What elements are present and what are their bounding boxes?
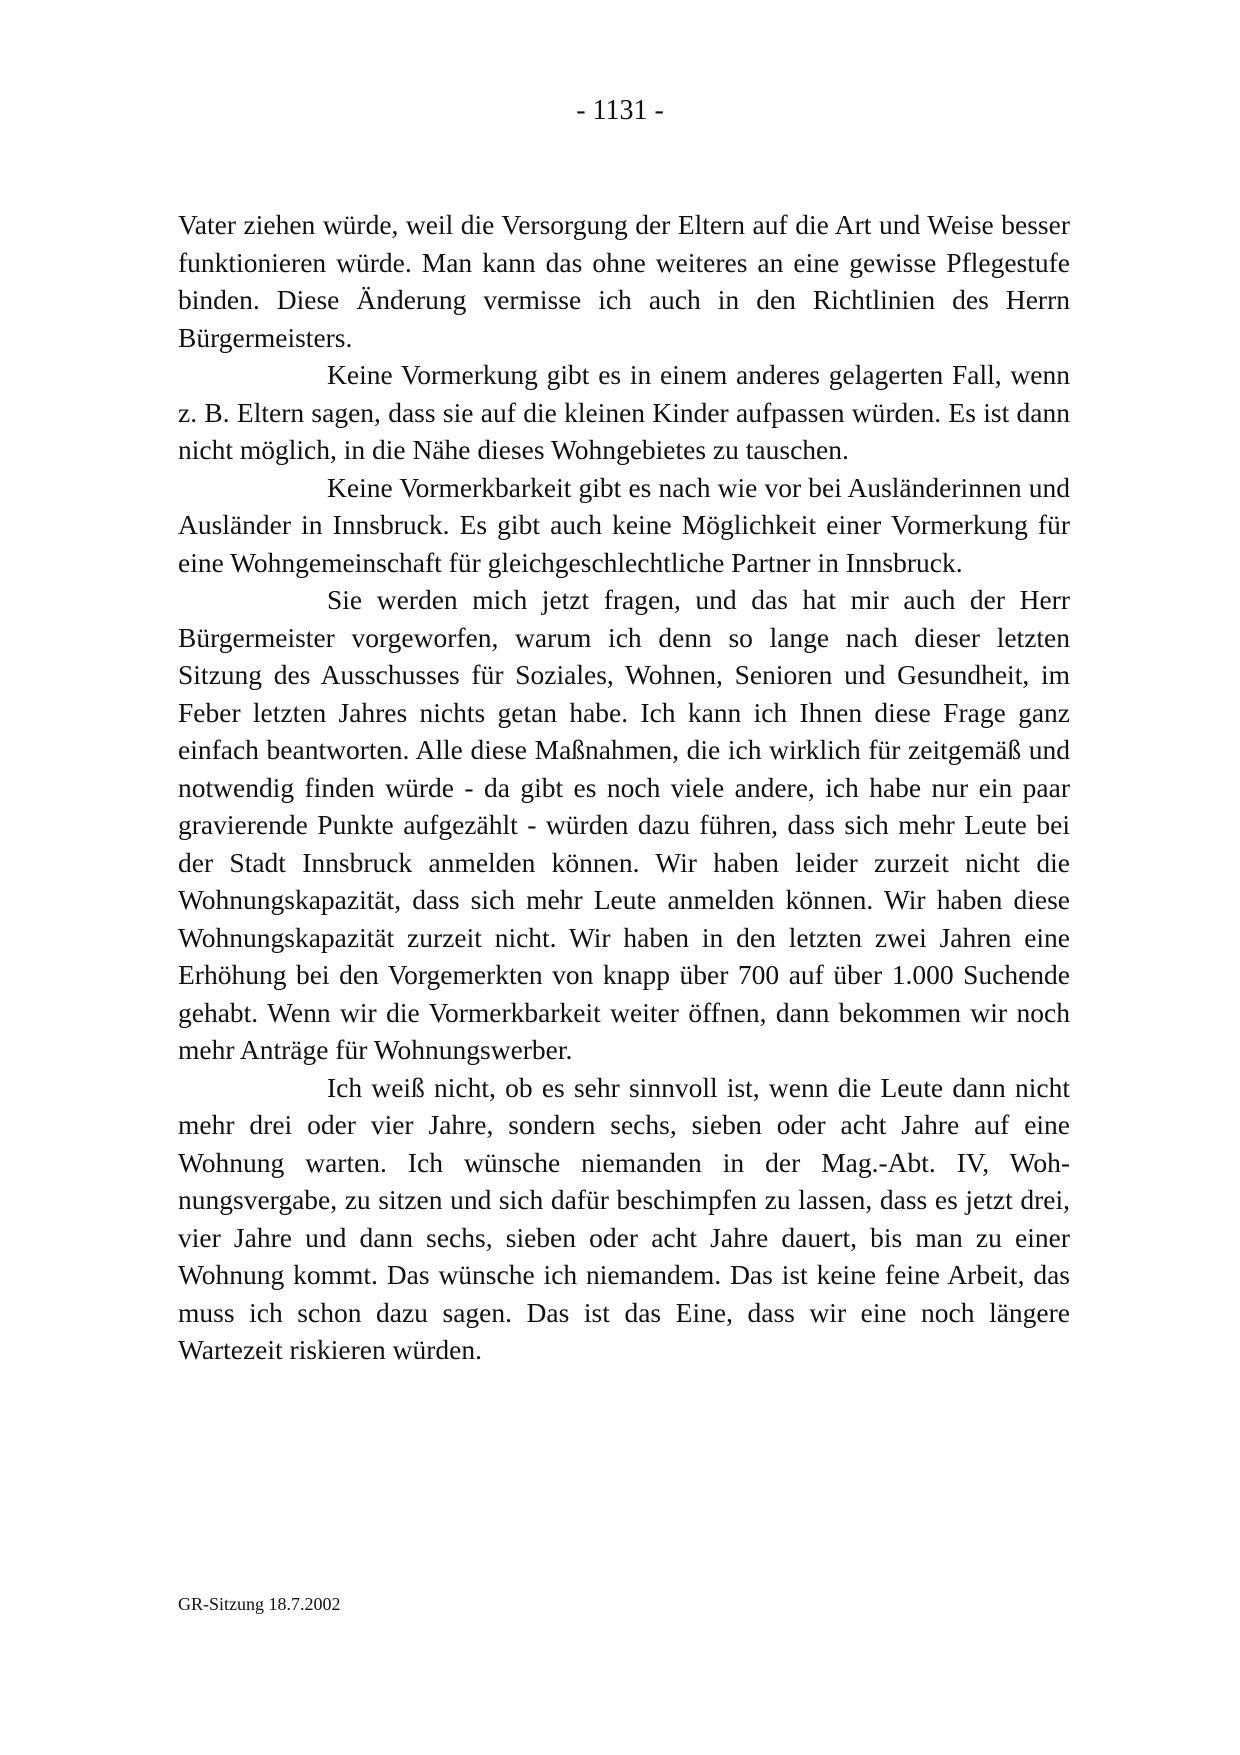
page-footer: GR-Sitzung 18.7.2002: [178, 1594, 341, 1614]
paragraph: Sie werden mich jetzt fragen, und das hat mir auch der Herr Bürgermeister vorgeworfen, warum ich denn so lange nach dieser letzten Sitzung des Ausschusses für Soziales, Wohnen, Senioren und Gesundheit, im Feber letzten Jahres nichts getan habe. Ich kann ich Ihnen diese Frage ganz einfach beantworten. Alle diese Maßnahmen, die ich wirklich für zeitgemäß und notwendig finden würde - da gibt es noch viele andere, ich habe nur ein paar gravierende Punkte aufgezählt - würden dazu führen, dass sich mehr Leute bei der Stadt Innsbruck anmelden können. Wir haben leider zurzeit nicht die Wohnungskapazität, dass sich mehr Leute anmelden können. Wir haben diese Wohnungskapazität zurzeit nicht. Wir haben in den letzten zwei Jahren eine Erhöhung bei den Vorgemerkten von knapp über 700 auf über 1.000 Suchende gehabt. Wenn wir die Vormerkbarkeit weiter öffnen, dann bekommen wir noch mehr Anträge für Wohnungswerber.: [178, 584, 1070, 1065]
page-number: - 1131 -: [576, 95, 664, 126]
paragraph: Ich weiß nicht, ob es sehr sinnvoll ist, wenn die Leute dann nicht mehr drei oder vier Jahre, sondern sechs, sieben oder acht Jahre auf eine Wohnung warten. Ich wünsche niemanden in der Mag.-Abt. IV, Wohnungsvergabe, zu sitzen und sich dafür beschimpfen zu lassen, dass es jetzt drei, vier Jahre und dann sechs, sieben oder acht Jahre dauert, bis man zu einer Wohnung kommt. Das wünsche ich niemandem. Das ist keine feine Arbeit, das muss ich schon dazu sagen. Das ist das Eine, dass wir eine noch längere Wartezeit riskieren würden.: [178, 1071, 1070, 1365]
paragraph: Keine Vormerkbarkeit gibt es nach wie vor bei Ausländerinnen und Ausländer in Innsbruck. Es gibt auch keine Möglichkeit einer Vormerkung für eine Wohngemeinschaft für gleichgeschlechtliche Partner in Innsbruck.: [178, 471, 1070, 578]
body-text: [178, 206, 1070, 1369]
paragraph: Vater ziehen würde, weil die Versorgung der Eltern auf die Art und Weise besser funktionieren würde. Man kann das ohne weiteres an eine gewisse Pflegestufe binden. Diese Änderung vermisse ich auch in den Richtlinien des Herrn Bürgermeisters.: [178, 209, 1070, 353]
paragraph: Keine Vormerkung gibt es in einem anderes gelagerten Fall, wenn z. B. Eltern sagen, dass sie auf die kleinen Kinder aufpassen würden. Es ist dann nicht möglich, in die Nähe dieses Wohngebietes zu tauschen.: [178, 359, 1070, 465]
